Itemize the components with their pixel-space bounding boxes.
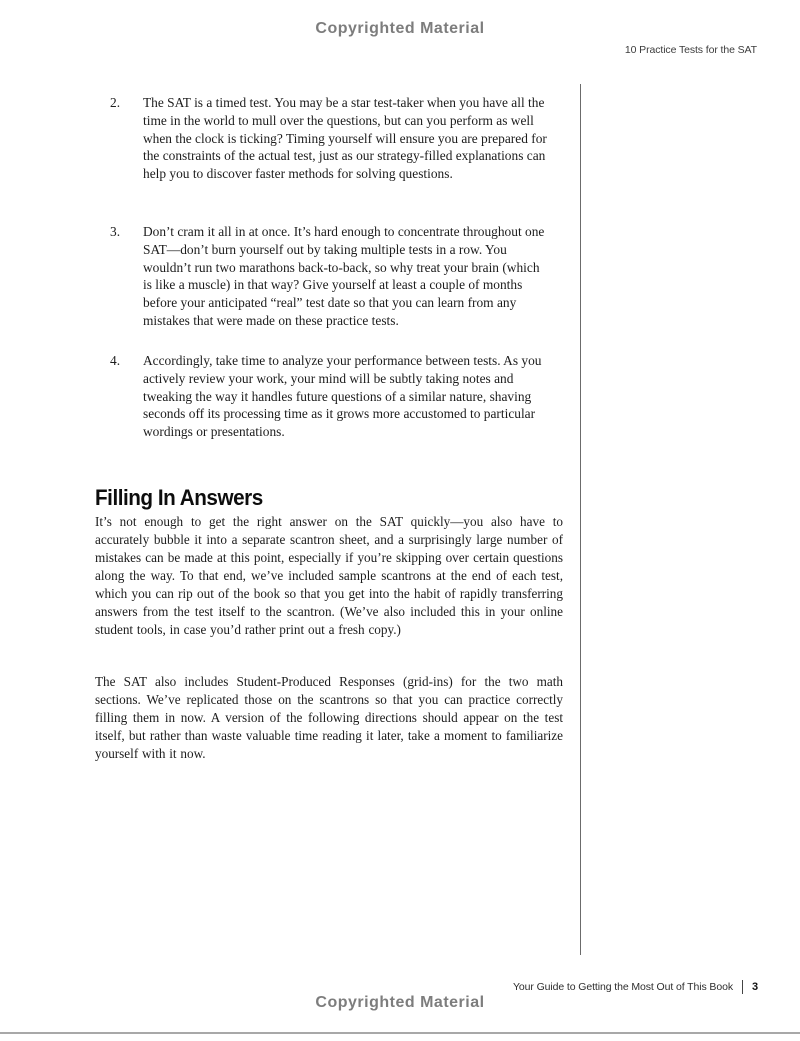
footer-separator-bar	[742, 980, 743, 994]
list-item-number: 4.	[110, 353, 121, 368]
running-head-title: 10 Practice Tests for the SAT	[624, 44, 757, 56]
section-heading: Filling In Answers	[95, 485, 263, 510]
list-item-number: 2.	[110, 95, 121, 110]
list-item-text: The SAT is a timed test. You may be a star test-taker when you have all the time in the world to mull over the questions, but can you perform as well when the clock is ticking? Timing yourself will ensure you are prepared for the constraints of the actual test, just as our strategy-filled explanations can help you to discover faster methods for solving questions.	[143, 95, 547, 182]
body-paragraph: It’s not enough to get the right answer on the SAT quickly—you also have to accurately bubble it into a separate scantron sheet, and a surprisingly large number of mistakes can be made at this point, especially if you’re skipping over certain questions along the way. To that end, we’ve included sample scantrons at the end of each test, which you can rip out of the book so that you get into the habit of rapidly transferring answers from the test itself to the scantron. (We’ve also included this in your online student tools, in case you’d rather print out a fresh copy.)	[95, 514, 563, 637]
bottom-edge-line	[0, 1032, 800, 1034]
footer-chapter-title: Your Guide to Getting the Most Out of This Book	[512, 981, 733, 993]
list-item-text: Don’t cram it all in at once. It’s hard enough to concentrate throughout one SAT—don’t burn yourself out by taking multiple tests in a row. You wouldn’t run two marathons back-to-back, so why treat your brain (which is like a muscle) in that way? Give yourself at least a couple of months before your anticipated “real” test date so that you can learn from any mistakes that were made on these practice tests.	[143, 224, 545, 328]
copyright-banner-top: Copyrighted Material	[315, 20, 485, 37]
body-paragraph: The SAT also includes Student-Produced Responses (grid-ins) for the two math sections. We’ve replicated those on the scantrons so that you can practice correctly filling them in now. A version of the following directions should appear on the test itself, but rather than waste valuable time reading it later, take a moment to familiarize yourself with it now.	[95, 674, 563, 761]
list-item-2	[110, 94, 555, 183]
page-number: 3	[751, 981, 758, 993]
copyright-banner-bottom: Copyrighted Material	[315, 994, 485, 1011]
list-item-number: 3.	[110, 224, 121, 239]
vertical-divider	[580, 84, 581, 955]
list-item-text: Accordingly, take time to analyze your performance between tests. As you actively review your work, your mind will be subtly taking notes and tweaking the way it handles future questions of a similar nature, shaving seconds off its processing time as it grows more accustomed to particular wordings or presentations.	[143, 353, 542, 440]
list-item-3	[110, 223, 555, 330]
list-item-4	[110, 352, 555, 441]
page-footer	[513, 980, 758, 994]
